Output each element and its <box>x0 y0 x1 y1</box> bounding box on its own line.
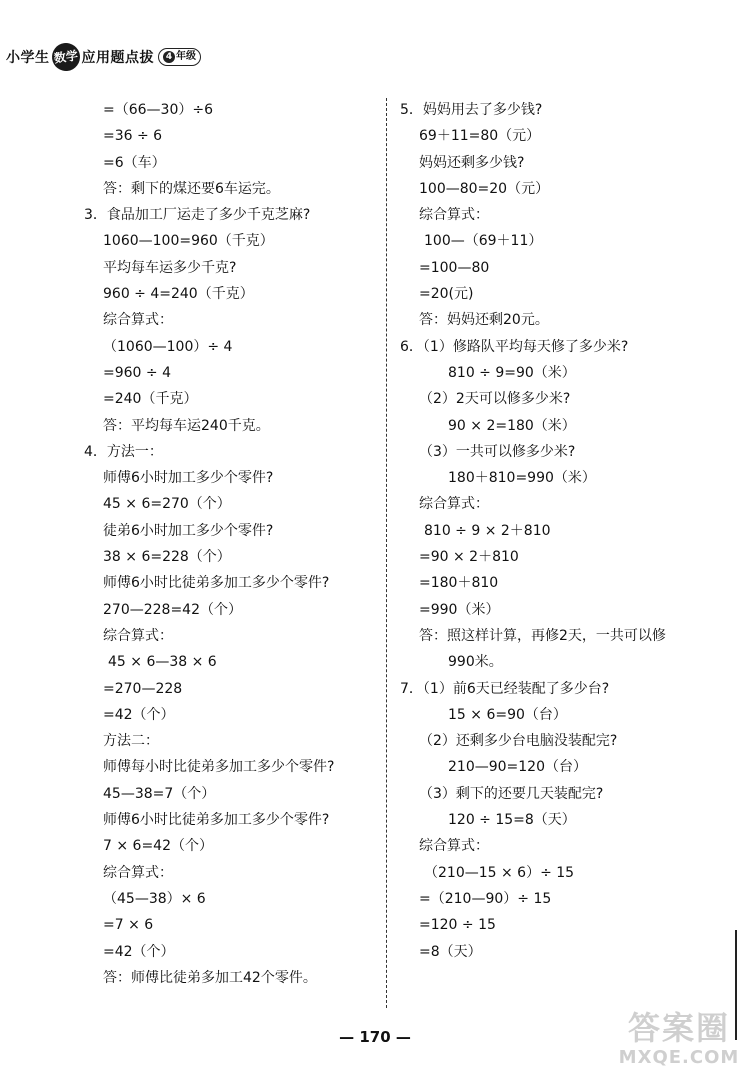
answer-line: 90 × 2=180（米） <box>448 417 576 434</box>
answer-line: 810 ÷ 9 × 2＋810 <box>424 522 551 539</box>
answer-line: 师傅6小时比徒弟多加工多少个零件? <box>103 812 330 829</box>
answer-line: 3．食品加工厂运走了多少千克芝麻? <box>84 207 311 224</box>
answer-line: 69＋11=80（元） <box>419 128 541 145</box>
answer-line: =7 × 6 <box>103 917 154 934</box>
answer-line: 综合算式： <box>419 207 489 224</box>
answer-line: （3）一共可以修多少米? <box>419 443 576 460</box>
watermark-top-text: 答案圈 <box>627 1009 730 1047</box>
answer-line: （210—15 × 6）÷ 15 <box>424 864 575 881</box>
watermark-bottom-text: MXQE.COM <box>618 1047 740 1068</box>
answer-line: =（210—90）÷ 15 <box>419 890 552 907</box>
answer-line: 平均每车运多少千克? <box>103 259 237 276</box>
answer-line: 综合算式： <box>103 312 173 329</box>
answer-line: 方法二： <box>103 733 159 750</box>
answer-line: 45 × 6—38 × 6 <box>108 654 217 671</box>
answer-line: 100—80=20（元） <box>419 180 550 197</box>
answer-line: 45 × 6=270（个） <box>103 496 231 513</box>
answer-line: 师傅6小时加工多少个零件? <box>103 470 274 487</box>
header-title-right: 应用题点拔 <box>81 50 154 66</box>
answer-line: 7 × 6=42（个） <box>103 838 213 855</box>
answer-line: =20(元) <box>419 286 474 303</box>
answer-line: 师傅每小时比徒弟多加工多少个零件? <box>103 759 335 776</box>
answer-line: 6．（1）修路队平均每天修了多少米? <box>400 338 629 355</box>
answer-line: =8（天） <box>419 943 482 960</box>
answer-line: 5．妈妈用去了多少钱? <box>400 102 543 118</box>
grade-number: 4 <box>163 51 175 63</box>
answer-line: （45—38）× 6 <box>103 890 206 907</box>
answer-line: （2）还剩多少台电脑没装配完? <box>419 733 618 750</box>
answer-line: =42（个） <box>103 943 175 960</box>
answer-line: 180＋810=990（米） <box>448 470 596 487</box>
answer-line: 妈妈还剩多少钱? <box>419 154 525 171</box>
answer-line: =6（车） <box>103 154 166 171</box>
answer-line: 徒弟6小时加工多少个零件? <box>103 522 274 539</box>
answer-line: 38 × 6=228（个） <box>103 549 231 566</box>
answer-line: （3）剩下的还要几天装配完? <box>419 785 604 802</box>
answer-line: 960 ÷ 4=240（千克） <box>103 286 254 303</box>
answer-line: =（66—30）÷6 <box>103 102 213 118</box>
answer-line: 45—38=7（个） <box>103 785 216 802</box>
answer-line: =36 ÷ 6 <box>103 128 163 145</box>
answer-line: 答：照这样计算，再修2天，一共可以修 <box>419 627 666 644</box>
book-header <box>6 40 201 74</box>
answer-line: 综合算式： <box>103 864 173 881</box>
answer-line: 师傅6小时比徒弟多加工多少个零件? <box>103 575 330 592</box>
answer-line: =90 × 2＋810 <box>419 549 519 566</box>
grade-label: 年级 <box>176 51 196 62</box>
header-title-left: 小学生 <box>6 50 50 66</box>
header-math-badge: 数学 <box>50 41 82 73</box>
answer-line: 120 ÷ 15=8（天） <box>448 812 576 829</box>
answer-line: 答：妈妈还剩20元。 <box>419 312 549 329</box>
answer-line: =240（千克） <box>103 391 198 408</box>
answer-line: =100—80 <box>419 259 490 276</box>
left-answer-column <box>84 97 374 991</box>
answer-line: =270—228 <box>103 680 183 697</box>
answer-line: =180＋810 <box>419 575 499 592</box>
answer-line: 210—90=120（台） <box>448 759 587 776</box>
answer-line: 综合算式： <box>419 496 489 513</box>
answer-line: 1060—100=960（千克） <box>103 233 274 250</box>
answer-line: =120 ÷ 15 <box>419 917 496 934</box>
answer-line: 答：剩下的煤还要6车运完。 <box>103 180 280 197</box>
answer-line: （1060—100）÷ 4 <box>103 338 233 355</box>
answer-line: 7．（1）前6天已经装配了多少台? <box>400 680 610 697</box>
answer-line: （2）2天可以修多少米? <box>419 391 571 408</box>
answer-line: 270—228=42（个） <box>103 601 242 618</box>
answer-line: 990米。 <box>448 654 503 671</box>
answer-line: 综合算式： <box>419 838 489 855</box>
answer-line: 答：平均每车运240千克。 <box>103 417 270 434</box>
answer-line: =960 ÷ 4 <box>103 364 171 381</box>
column-divider <box>386 98 387 1008</box>
answer-line: 综合算式： <box>103 627 173 644</box>
answer-line: 答：师傅比徒弟多加工42个零件。 <box>103 969 317 986</box>
answer-line: 4．方法一： <box>84 443 163 460</box>
answer-line: =42（个） <box>103 706 175 723</box>
watermark-logo <box>614 1009 744 1075</box>
answer-line: =990（米） <box>419 601 500 618</box>
answer-line: 100—（69＋11） <box>424 233 543 250</box>
page-number: — 170 — <box>339 1028 411 1046</box>
answer-line: 15 × 6=90（台） <box>448 706 567 723</box>
right-answer-column <box>400 97 740 965</box>
answer-line: 810 ÷ 9=90（米） <box>448 364 576 381</box>
grade-badge <box>158 48 201 66</box>
